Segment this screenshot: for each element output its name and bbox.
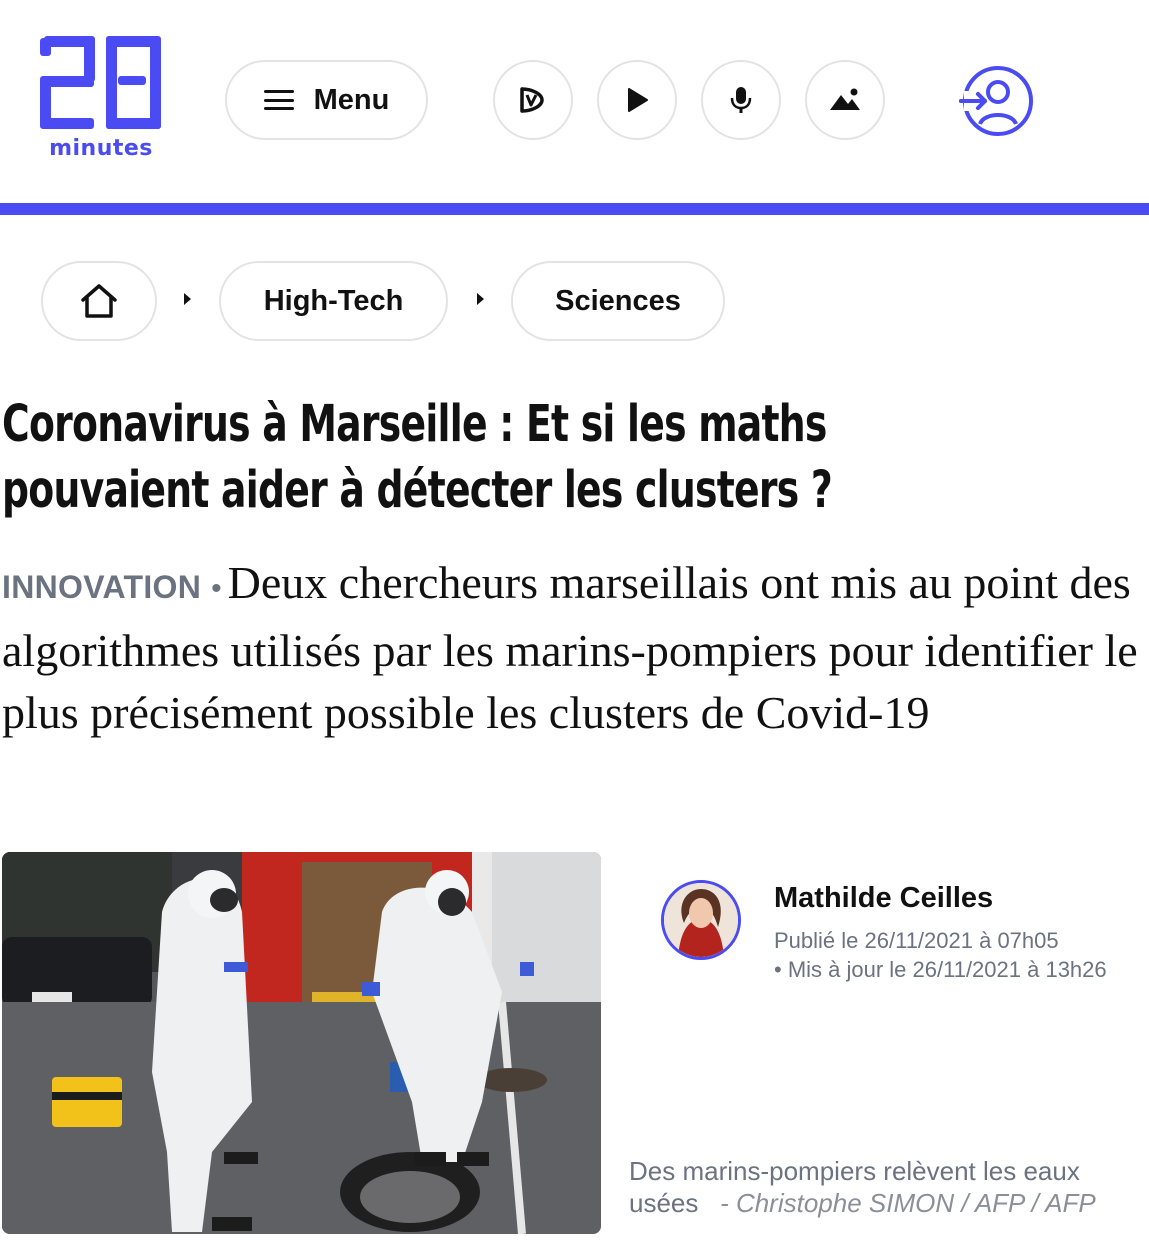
home-icon — [79, 283, 119, 319]
podcast-button[interactable] — [701, 60, 781, 140]
hamburger-icon — [264, 89, 294, 111]
photo-credit: - Christophe SIMON / AFP / AFP — [720, 1188, 1096, 1218]
menu-button-label: Menu — [313, 83, 390, 116]
caption-text: Des marins-pompiers relèvent les eaux usées — [629, 1156, 1080, 1218]
microphone-icon — [729, 85, 753, 115]
breadcrumb-home[interactable] — [41, 261, 157, 341]
tv-button[interactable] — [493, 60, 573, 140]
category-link[interactable]: INNOVATION — [2, 569, 202, 605]
author-photo — [664, 883, 738, 957]
author-avatar[interactable] — [661, 880, 741, 960]
menu-button[interactable] — [225, 60, 428, 140]
video-button[interactable] — [597, 60, 677, 140]
login-button[interactable] — [958, 66, 1036, 136]
photo-illustration — [2, 852, 601, 1234]
breadcrumb-separator-icon — [477, 293, 484, 305]
author-name[interactable]: Mathilde Ceilles — [774, 882, 994, 914]
image-icon — [828, 87, 862, 113]
header-divider — [0, 203, 1149, 215]
publication-dates — [774, 926, 1114, 984]
article-photo[interactable] — [2, 852, 601, 1234]
author-block — [661, 880, 1141, 1020]
photos-button[interactable] — [805, 60, 885, 140]
login-user-icon — [958, 66, 1036, 136]
photo-caption — [629, 1155, 1149, 1219]
breadcrumb-item-sciences[interactable] — [511, 261, 725, 341]
play-icon — [624, 86, 650, 114]
updated-date: • Mis à jour le 26/11/2021 à 13h26 — [774, 957, 1107, 982]
tv-icon — [518, 86, 548, 114]
logo-wordmark: minutes — [49, 136, 153, 161]
breadcrumb-item-label: Sciences — [555, 284, 681, 317]
site-logo[interactable] — [38, 32, 164, 160]
published-date: Publié le 26/11/2021 à 07h05 — [774, 928, 1059, 953]
article-title: Coronavirus à Marseille : Et si les maths pouvaient aider à détecter les clusters ? — [2, 395, 833, 520]
breadcrumb-item-high-tech[interactable] — [219, 261, 448, 341]
site-header — [0, 0, 1149, 208]
article-lead — [2, 552, 1142, 744]
lead-text: Deux chercheurs marseillais ont mis au point des algorithmes utilisés par les marins-pompiers pour identifier le plus précisément possible les clusters de Covid-19 — [2, 557, 1138, 738]
breadcrumb-separator-icon — [184, 293, 191, 305]
category-separator: • — [211, 572, 222, 605]
breadcrumb-item-label: High-Tech — [263, 284, 404, 317]
logo-20-glyph — [38, 32, 164, 136]
